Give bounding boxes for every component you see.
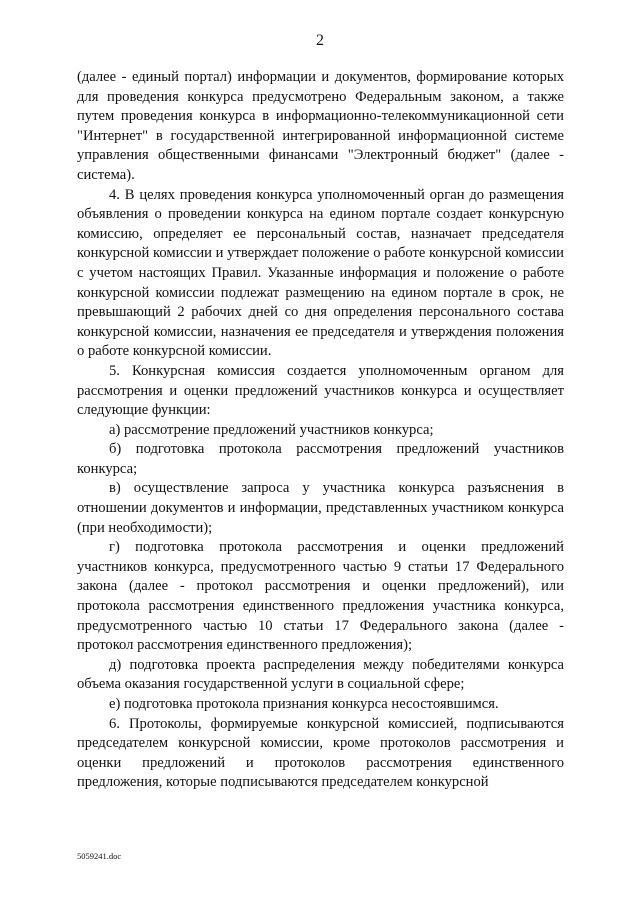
paragraph-item-4: 4. В целях проведения конкурса уполномоченный орган до размещения объявления о проведении конкурса на едином портале создает конкурсную комиссию, определяет ее персональный состав, назначает председателя конкурсной комиссии и утверждает положение о работе конкурсной комиссии с учетом настоящих Правил. Указанные информация и положение о работе конкурсной комиссии подлежат размещению на едином портале в срок, не превышающий 2 рабочих дней со дня определения персонального состава конкурсной комиссии, назначения ее председателя и утверждения положения о работе конкурсной комиссии.	[77, 186, 564, 360]
document-body	[77, 68, 564, 793]
subitem-b: б) подготовка протокола рассмотрения предложений участников конкурса;	[77, 441, 564, 477]
paragraph-item-5: 5. Конкурсная комиссия создается уполномоченным органом для рассмотрения и оценки предложений участников конкурса и осуществляет следующие функции:	[77, 362, 564, 419]
subitem-g: г) подготовка протокола рассмотрения и оценки предложений участников конкурса, предусмотренного частью 9 статьи 17 Федерального закона (далее - протокол рассмотрения и оценки предложений), или протокола рассмотрения единственного предложения участника конкурса, предусмотренного частью 10 статьи 17 Федерального закона (далее - протокол рассмотрения единственного предложения);	[77, 539, 564, 654]
subitem-e: е) подготовка протокола признания конкурса несостоявшимся.	[109, 696, 499, 712]
subitem-v: в) осуществление запроса у участника конкурса разъяснения в отношении документов и информации, представленных участником конкурса (при необходимости);	[77, 480, 564, 536]
paragraph-continuation: (далее - единый портал) информации и документов, формирование которых для проведения конкурса предусмотрено Федеральным законом, а также путем проведения конкурса в информационно-телекоммуникационной сети "Интернет" в государственной интегрированной информационной системе управления общественными финансами "Электронный бюджет" (далее - система).	[77, 69, 564, 183]
subitem-d: д) подготовка проекта распределения между победителями конкурса объема оказания государственной услуги в социальной сфере;	[77, 656, 564, 693]
subitem-a: а) рассмотрение предложений участников конкурса;	[109, 421, 434, 438]
paragraph-item-6: 6. Протоколы, формируемые конкурсной комиссией, подписываются председателем конкурсной комиссии, кроме протоколов рассмотрения и оценки предложений и протоколов рассмотрения единственного предложения, которые подписываются председателем конкурсной	[77, 715, 564, 791]
page-number: 2	[316, 32, 324, 49]
document-filename: 5059241.doc	[77, 851, 122, 861]
